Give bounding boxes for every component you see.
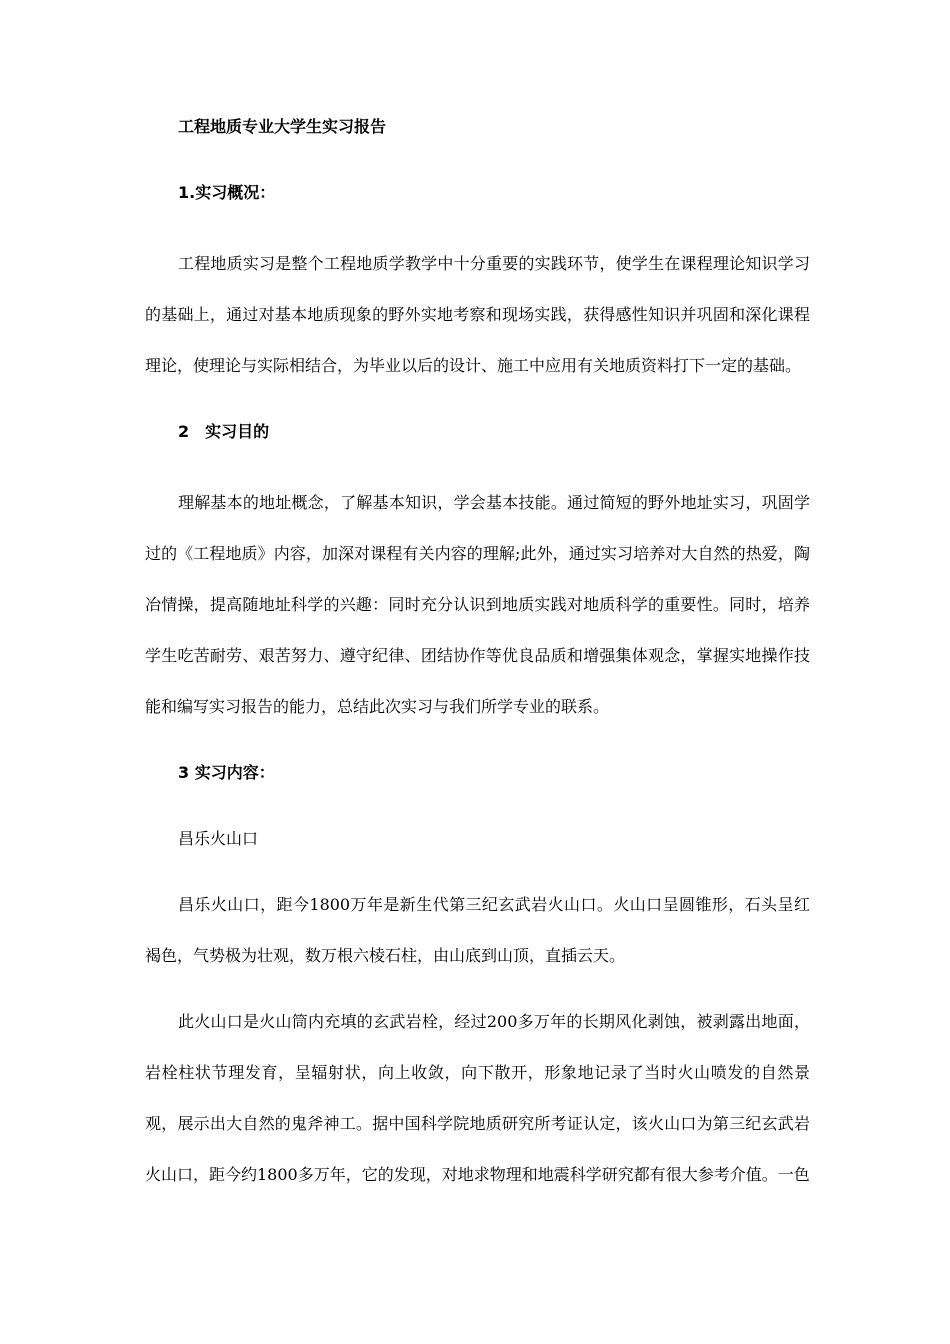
section-3-heading: 3 实习内容： — [178, 763, 275, 782]
document-body — [145, 117, 810, 1200]
section-2-paragraph: 理解基本的地址概念，了解基本知识，学会基本技能。通过简短的野外地址实习，巩固学过的《工程地质》内容，加深对课程有关内容的理解;此外，通过实习培养对大自然的热爱，陶冶情操，提高随地址科学的兴趣：同时充分认识到地质实践对地质科学的重要性。同时，培养学生吃苦耐劳、艰苦努力、遵守纪律、团结协作等优良品质和增强集体观念，掌握实地操作技能和编写实习报告的能力，总结此次实习与我们所学专业的联系。 — [145, 493, 810, 716]
section-2-heading: 2 实习目的 — [178, 422, 270, 441]
section-3-subheading: 昌乐火山口 — [178, 829, 259, 848]
section-3-paragraph-1: 昌乐火山口，距今1800万年是新生代第三纪玄武岩火山口。火山口呈圆锥形，石头呈红褐色，气势极为壮观，数万根六棱石柱，由山底到山顶，直插云天。 — [145, 895, 810, 965]
section-1-paragraph: 工程地质实习是整个工程地质学教学中十分重要的实践环节，使学生在课程理论知识学习的基础上，通过对基本地质现象的野外实地考察和现场实践，获得感性知识并巩固和深化课程理论，使理论与实际相结合，为毕业以后的设计、施工中应用有关地质资料打下一定的基础。 — [145, 254, 810, 375]
document-title: 工程地质专业大学生实习报告 — [178, 117, 387, 136]
section-1-heading: 1.实习概况： — [178, 183, 276, 202]
section-3-paragraph-2: 此火山口是火山筒内充填的玄武岩栓，经过200多万年的长期风化剥蚀，被剥露出地面，岩栓柱状节理发育，呈辐射状，向上收敛，向下散开，形象地记录了当时火山喷发的自然景观，展示出大自然的鬼斧神工。据中国科学院地质研究所考证认定，该火山口为第三纪玄武岩火山口，距今约1800多万年，它的发现，对地求物理和地震科学研究都有很大参考介值。一色 — [145, 1012, 810, 1184]
